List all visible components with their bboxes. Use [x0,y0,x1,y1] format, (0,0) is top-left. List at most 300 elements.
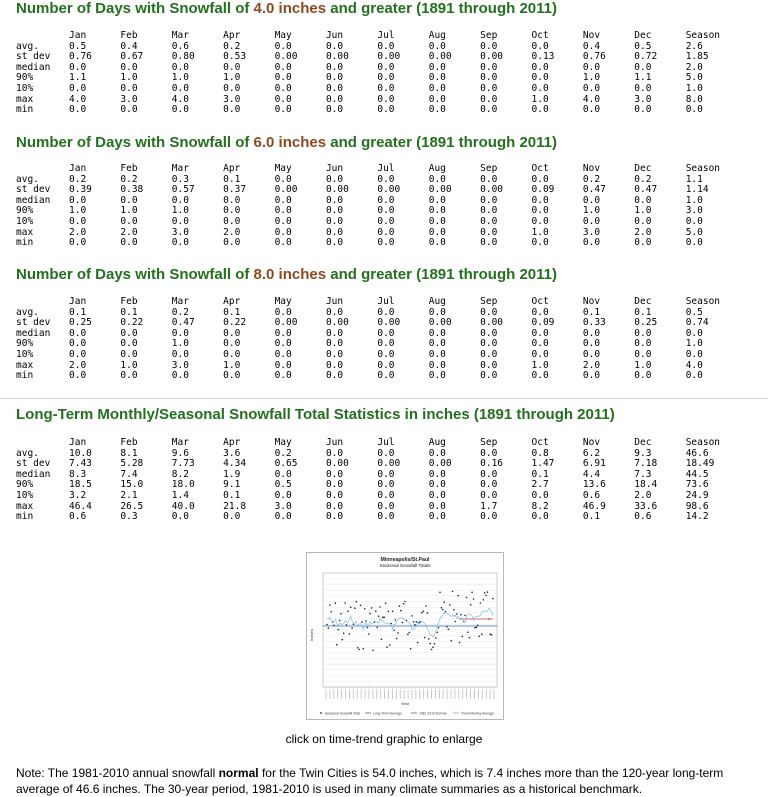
table-cell: 0.0 [377,500,395,512]
table-cell: 0.0 [531,237,549,249]
thumb-data-point [369,613,371,615]
thumb-data-point [343,632,345,634]
table-cell: 0.00 [325,458,349,470]
table-row [16,371,726,382]
stats-table [16,297,726,382]
table-cell: 0.47 [634,184,658,196]
thumb-data-point [466,597,468,599]
header-row [16,31,726,42]
table-cell: 1.0 [685,194,703,206]
thumb-data-point [329,604,331,606]
table-cell: 0.0 [480,215,498,227]
table-cell: 44.5 [685,468,709,480]
table-cell: 0.0 [69,348,87,360]
title-text: Number of Days with Snowfall of [16,134,254,151]
thumb-data-point [351,627,353,629]
row-label: st dev [16,184,51,196]
table-cell: 0.0 [428,40,446,52]
thumb-data-point [462,636,464,638]
thumb-tick-label [353,690,354,699]
table-cell: 0.0 [428,194,446,206]
table-cell: 0.0 [120,370,138,382]
thumb-data-point [363,648,365,650]
table-cell: 46.9 [582,500,606,512]
column-header: Season [685,30,721,41]
table-cell: 1.0 [120,72,138,84]
table-cell: 1.0 [531,93,549,105]
header-blank [16,297,69,308]
table-cell: 0.13 [531,51,555,63]
table-cell: 0.0 [685,348,703,360]
column-header: Jul [377,437,395,448]
column-header: Oct [531,296,549,307]
table-cell: 0.0 [428,327,446,339]
table-cell: 0.2 [274,447,292,459]
thumb-tick-label [404,690,405,699]
table-cell: 0.2 [223,40,241,52]
thumb-data-point [453,609,455,611]
title-text: and greater (1891 through 2011) [326,266,557,283]
table-cell: 0.0 [480,205,498,217]
thumb-data-point [395,619,397,621]
thumb-legend-label: Seasonal Snowfall Total [325,711,360,716]
table-cell: 0.0 [120,194,138,206]
table-cell: 0.0 [69,215,87,227]
table-cell: 0.0 [120,338,138,350]
thumb-data-point [361,621,363,623]
thumb-plot-area [323,573,497,699]
header-row [16,164,726,175]
table-cell: 0.8 [531,447,549,459]
table-cell: 1.0 [634,359,652,371]
thumb-data-point [484,592,486,594]
row-label: avg. [16,447,39,459]
thumb-data-point [350,606,352,608]
column-header: May [274,163,292,174]
table-cell: 0.0 [223,215,241,227]
thumb-data-point [335,602,337,604]
table-cell: 0.0 [274,72,292,84]
table-cell: 0.0 [531,104,549,116]
table-cell: 1.9 [223,468,241,480]
column-header: Nov [582,30,601,41]
table-cell: 0.0 [377,205,395,217]
table-cell: 0.2 [582,173,601,185]
table-cell: 0.0 [480,93,498,105]
table-cell: 1.4 [171,489,189,501]
table-cell: 0.5 [274,479,292,491]
thumb-data-point [442,609,444,611]
title-text: Number of Days with Snowfall of [16,266,254,283]
thumb-data-point [448,629,450,631]
thumb-data-point [425,605,427,607]
column-header: Jun [325,437,344,448]
table-cell: 0.0 [480,194,498,206]
table-cell: 0.0 [377,338,395,350]
table-cell: 0.2 [120,173,138,185]
note-text: Note: The 1981-2010 annual snowfall [16,766,219,780]
table-cell: 0.0 [634,237,652,249]
snowfall-trend-thumbnail[interactable] [307,553,503,719]
thumb-tick-label [455,690,456,699]
table-cell: 0.0 [480,237,498,249]
table-cell: 0.0 [325,468,344,480]
table-cell: 0.2 [69,173,87,185]
table-cell: 3.0 [171,359,189,371]
table-cell: 0.25 [69,317,92,329]
table-cell: 1.1 [634,72,652,84]
table-cell: 0.0 [582,215,601,227]
thumb-tick-label [412,690,413,699]
row-label: 90% [16,479,34,491]
thumb-data-point [389,644,391,646]
thumb-legend-label: Trend Moving Average [461,711,494,716]
table-cell: 0.00 [428,184,452,196]
table-cell: 0.0 [480,447,498,459]
table-cell: 3.0 [274,500,292,512]
table-cell: 0.0 [120,348,138,360]
table-cell: 0.22 [223,317,247,329]
thumb-data-point [400,610,402,612]
column-header: Season [685,296,721,307]
table-cell: 0.0 [377,489,395,501]
table-cell: 7.73 [171,458,195,470]
table-cell: 2.0 [223,226,241,238]
table-cell: 0.0 [582,104,601,116]
table-cell: 0.4 [582,40,601,52]
section-title [0,0,768,18]
table-cell: 0.33 [582,317,606,329]
table-cell: 33.6 [634,500,658,512]
table-cell: 0.0 [582,348,601,360]
table-cell: 0.0 [120,327,138,339]
thumb-data-point [467,631,469,633]
table-cell: 5.0 [685,226,703,238]
table-cell: 0.0 [480,61,498,73]
table-cell: 0.0 [582,237,601,249]
table-cell: 5.28 [120,458,144,470]
thumb-data-point [330,611,332,613]
thumb-tick-label [478,690,479,699]
column-header: Oct [531,163,549,174]
table-cell: 0.3 [171,173,189,185]
thumb-data-point [326,624,328,626]
table-cell: 0.38 [120,184,144,196]
table-cell: 0.67 [120,51,144,63]
table-cell: 0.0 [531,348,549,360]
header-row [16,438,726,449]
thumb-data-point [402,622,404,624]
table-cell: 0.0 [480,327,498,339]
thumb-data-point [441,607,443,609]
thumb-data-point [404,601,406,603]
row-label: 10% [16,215,34,227]
table-cell: 0.0 [531,370,549,382]
table-cell: 0.0 [480,226,498,238]
table-cell: 0.0 [531,327,549,339]
table-cell: 0.0 [325,237,344,249]
title-text: Number of Days with Snowfall of [16,0,254,17]
thumb-tick-label [384,690,385,699]
thumb-data-point [409,632,411,634]
table-cell: 0.0 [171,348,189,360]
column-header: Apr [223,30,241,41]
column-header: Jul [377,30,395,41]
thumb-data-point [385,602,387,604]
table-cell: 0.0 [685,327,703,339]
row-label: avg. [16,306,39,318]
thumb-data-point [428,638,430,640]
table-cell: 0.0 [377,447,395,459]
column-header: Aug [428,163,446,174]
thumb-data-point [356,601,358,603]
thumb-data-point [480,602,482,604]
table-cell: 2.1 [120,489,138,501]
table-cell: 0.0 [274,359,292,371]
table-row [16,512,726,523]
section-6in [0,134,768,249]
column-header: Nov [582,296,601,307]
row-label: max [16,500,34,512]
title-highlight: 8.0 inches [253,266,327,283]
column-header: Jan [69,163,87,174]
thumb-tick-label [427,690,428,699]
table-cell: 0.0 [428,370,446,382]
table-cell: 0.0 [531,489,549,501]
thumb-data-point [328,627,330,629]
row-label: max [16,93,34,105]
table-cell: 0.0 [325,93,344,105]
table-cell: 0.0 [120,61,138,73]
table-cell: 2.7 [531,479,549,491]
table-cell: 4.4 [582,468,601,480]
thumb-data-point [378,615,380,617]
table-cell: 0.0 [685,104,703,116]
thumb-data-point [455,621,457,623]
thumb-tick-label [482,690,483,699]
thumb-data-point [476,627,478,629]
column-header: Dec [634,163,652,174]
thumb-tick-label [392,690,393,699]
table-cell: 8.3 [69,468,87,480]
table-cell: 0.0 [377,226,395,238]
thumb-tick-label [333,690,334,699]
column-header: Dec [634,437,652,448]
table-cell: 1.0 [171,338,189,350]
table-cell: 0.0 [223,511,241,523]
column-header: Aug [428,437,446,448]
table-cell: 0.57 [171,184,195,196]
table-cell: 1.0 [223,72,241,84]
column-header: Aug [428,296,446,307]
thumb-data-point [357,647,359,649]
title-text: and greater (1891 through 2011) [326,0,557,17]
thumb-tick-label [462,690,463,699]
table-cell: 0.0 [274,306,292,318]
table-cell: 0.0 [377,237,395,249]
table-cell: 0.0 [531,215,549,227]
thumb-data-point [383,616,385,618]
table-cell: 0.0 [274,468,292,480]
time-trend-graphic-link[interactable] [306,552,504,720]
section-4in [0,0,768,116]
table-cell: 3.0 [171,226,189,238]
table-cell: 0.0 [274,82,292,94]
thumb-data-point [445,611,447,613]
table-cell: 0.1 [634,306,652,318]
table-cell: 0.0 [480,338,498,350]
thumb-data-point [393,630,395,632]
table-cell: 8.2 [171,468,189,480]
table-cell: 0.65 [274,458,298,470]
thumb-tick-label [369,690,370,699]
thumb-tick-label [494,690,495,699]
table-cell: 0.1 [582,511,601,523]
table-cell: 0.0 [171,82,189,94]
column-header: Sep [480,163,498,174]
column-header: Apr [223,437,241,448]
column-header: Nov [582,437,601,448]
column-header: Apr [223,296,241,307]
thumb-tick-label [451,690,452,699]
table-cell: 0.0 [274,327,292,339]
table-cell: 0.0 [428,447,446,459]
table-cell: 0.0 [634,104,652,116]
row-label: avg. [16,173,39,185]
thumb-data-point [429,643,431,645]
table-cell: 0.25 [634,317,658,329]
table-row [16,105,726,116]
table-cell: 0.0 [428,72,446,84]
thumb-data-point [492,598,494,600]
table-cell: 0.00 [377,317,401,329]
thumb-data-point [349,633,351,635]
thumb-tick-label [415,690,416,699]
thumb-data-point [411,615,413,617]
table-cell: 0.00 [428,458,452,470]
thumb-tick-label [372,690,373,699]
thumb-tick-label [376,690,377,699]
thumb-data-point [392,611,394,613]
divider [0,398,768,399]
title-highlight: 6.0 inches [253,134,327,151]
column-header: Dec [634,296,652,307]
table-cell: 0.00 [428,51,452,63]
table-row [16,238,726,249]
table-cell: 0.00 [325,51,349,63]
row-label: min [16,370,34,382]
table-cell: 0.00 [325,184,349,196]
table-cell: 1.47 [531,458,555,470]
table-cell: 7.43 [69,458,92,470]
thumb-data-point [386,646,388,648]
table-cell: 0.1 [223,173,241,185]
table-cell: 0.0 [685,237,703,249]
table-cell: 0.76 [69,51,92,63]
table-cell: 3.0 [582,226,601,238]
table-cell: 0.0 [634,194,652,206]
note-paragraph [16,766,768,797]
thumb-data-point [397,632,399,634]
table-cell: 7.4 [120,468,138,480]
table-cell: 9.1 [223,479,241,491]
table-cell: 0.0 [325,327,344,339]
table-cell: 0.0 [171,370,189,382]
table-cell: 3.2 [69,489,87,501]
table-cell: 0.0 [428,511,446,523]
column-header: May [274,437,292,448]
table-row [16,350,726,361]
thumb-data-point [459,642,461,644]
thumb-tick-label [423,690,424,699]
table-cell: 0.0 [325,104,344,116]
table-cell: 0.0 [377,215,395,227]
table-cell: 0.0 [428,468,446,480]
table-cell: 2.6 [685,40,703,52]
table-cell: 1.0 [685,338,703,350]
thumb-data-point [336,644,338,646]
table-cell: 0.0 [69,82,87,94]
table-cell: 0.0 [325,348,344,360]
thumb-data-point [375,610,377,612]
table-cell: 0.0 [325,306,344,318]
header-row [16,297,726,308]
thumb-tick-label [400,690,401,699]
table-cell: 0.0 [274,237,292,249]
table-cell: 0.0 [171,327,189,339]
column-header: Jul [377,163,395,174]
table-cell: 0.0 [582,327,601,339]
table-cell: 0.0 [120,104,138,116]
thumb-data-point [449,604,451,606]
thumb-data-point [434,643,436,645]
column-header: Sep [480,296,498,307]
thumb-data-point [407,634,409,636]
table-cell: 0.0 [377,327,395,339]
table-cell: 0.0 [120,237,138,249]
table-cell: 1.0 [120,359,138,371]
thumb-data-point [460,614,462,616]
thumb-data-point [342,639,344,641]
column-header: Season [685,437,721,448]
table-cell: 1.0 [685,82,703,94]
table-cell: 0.0 [274,104,292,116]
table-cell: 0.0 [582,194,601,206]
table-cell: 0.39 [69,184,92,196]
table-cell: 0.00 [377,458,401,470]
table-cell: 0.2 [634,173,652,185]
thumb-data-point [485,595,487,597]
thumb-data-point [388,611,390,613]
thumb-tick-label [357,690,358,699]
table-cell: 0.0 [171,104,189,116]
table-cell: 0.0 [223,205,241,217]
thumb-data-point [452,591,454,593]
thumb-legend-label: Long-Term Average [373,711,402,716]
column-header: Jan [69,296,87,307]
table-cell: 0.1 [223,306,241,318]
row-label: median [16,468,51,480]
table-cell: 0.0 [428,226,446,238]
column-header: Jun [325,30,344,41]
thumb-data-point [471,592,473,594]
table-cell: 0.0 [274,215,292,227]
thumb-tick-label [439,690,440,699]
table-cell: 0.74 [685,317,709,329]
thumb-data-point [367,627,369,629]
thumb-data-point [417,642,419,644]
table-cell: 0.0 [274,194,292,206]
